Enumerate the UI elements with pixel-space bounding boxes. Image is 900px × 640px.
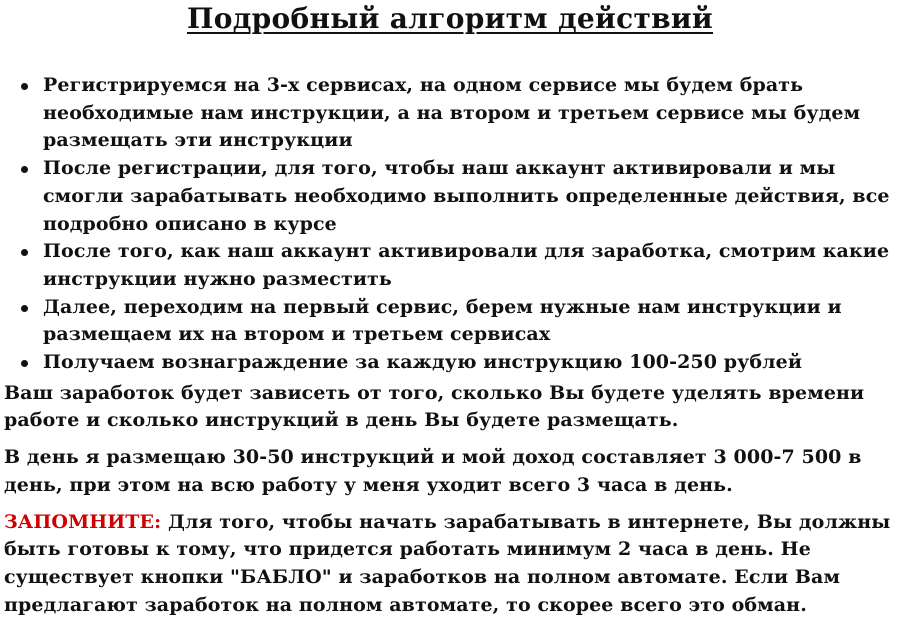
earnings-paragraph: Ваш заработок будет зависеть от того, сколько Вы будете уделять времени работе и сколько инструкций в день Вы будете размещать. <box>4 381 865 432</box>
step-text: Получаем вознаграждение за каждую инструкцию 100-250 рублей <box>43 351 803 374</box>
bullet-icon <box>21 249 28 256</box>
step-text: Далее, переходим на первый сервис, берем нужные нам инструкции и размещаем их на втором и третьем сервисах <box>43 295 842 346</box>
warning-text: Для того, чтобы начать зарабатывать в интернете, Вы должны быть готовы к тому, что придется работать минимум 2 часа в день. Не существует кнопки "БАБЛО" и заработков на полном автомате. Если Вам предлагают заработок на полном автомате, то скорее всего это обман. <box>4 510 891 616</box>
step-text: После того, как наш аккаунт активировали для заработка, смотрим какие инструкции нужно разместить <box>43 240 890 290</box>
list-item <box>0 72 900 155</box>
step-text: После регистрации, для того, чтобы наш аккаунт активировали и мы смогли зарабатывать необходимо выполнить определенные действия, все подробно описано в курсе <box>43 157 890 235</box>
bullet-icon <box>21 305 28 312</box>
steps-list <box>0 72 900 377</box>
list-item <box>0 155 900 238</box>
bullet-icon <box>21 166 28 173</box>
list-item <box>0 349 900 377</box>
page-title <box>0 0 900 36</box>
list-item <box>0 238 900 293</box>
warning-paragraph <box>0 509 900 620</box>
list-item <box>0 294 900 349</box>
warning-label: ЗАПОМНИТЕ: <box>4 510 162 533</box>
bullet-icon <box>21 83 28 90</box>
page-title-text: Подробный алгоритм действий <box>186 2 713 35</box>
bullet-icon <box>21 360 28 367</box>
step-text: Регистрируемся на 3-х сервисах, на одном сервисе мы будем брать необходимые нам инструкции, а на втором и третьем сервисе мы будем размещать эти инструкции <box>43 74 861 152</box>
income-paragraph: В день я размещаю 30-50 инструкций и мой доход составляет 3 000-7 500 в день, при этом на всю работу у меня уходит всего 3 часа в день. <box>4 446 862 496</box>
